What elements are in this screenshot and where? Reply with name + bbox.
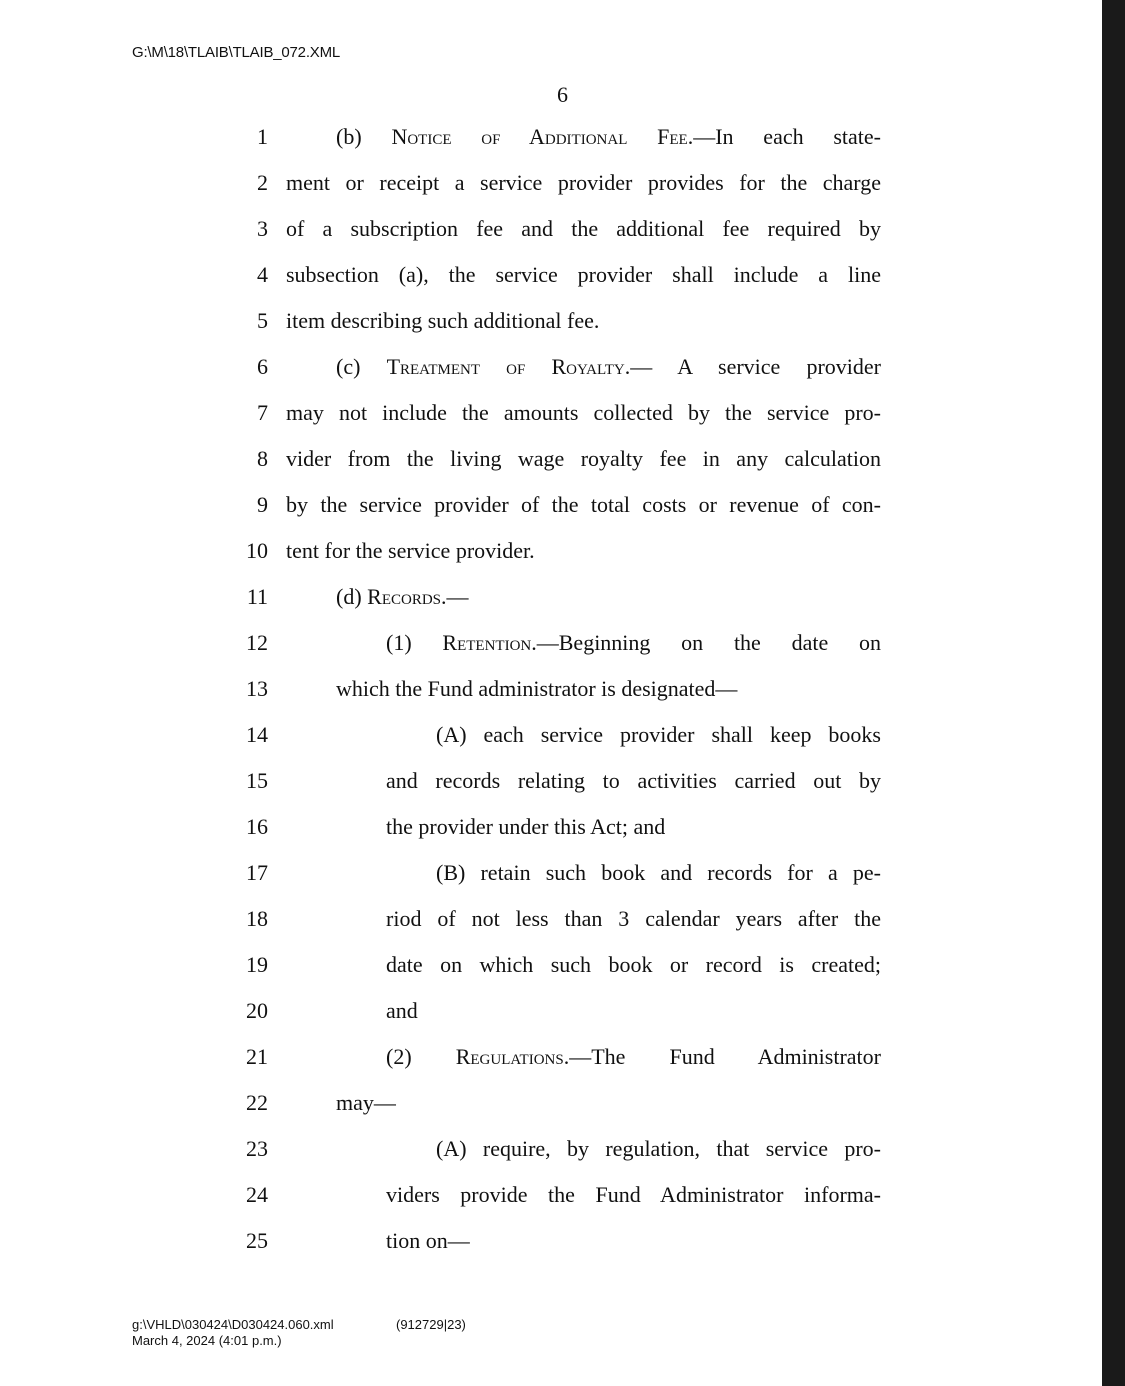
line-text bbox=[386, 906, 881, 932]
text-run: (c) bbox=[336, 354, 387, 379]
text-run: (A) each service provider shall keep books bbox=[436, 722, 881, 747]
line-number: 25 bbox=[246, 1228, 268, 1253]
document-line bbox=[0, 630, 1102, 662]
text-run: tent for the service provider. bbox=[286, 538, 535, 563]
text-run: date on which such book or record is created; bbox=[386, 952, 881, 977]
line-number: 18 bbox=[246, 906, 268, 931]
line-number: 23 bbox=[246, 1136, 268, 1161]
line-text bbox=[436, 1136, 881, 1162]
line-number: 6 bbox=[257, 354, 268, 379]
text-run: viders provide the Fund Administrator informa- bbox=[386, 1182, 881, 1207]
text-run: .— bbox=[441, 584, 469, 609]
document-line bbox=[0, 446, 1102, 478]
line-text bbox=[286, 538, 535, 564]
line-text bbox=[286, 492, 881, 518]
line-text bbox=[336, 124, 881, 150]
line-number: 2 bbox=[257, 170, 268, 195]
line-text bbox=[286, 216, 881, 242]
section-heading: Records bbox=[367, 584, 442, 609]
footer-info bbox=[132, 1317, 334, 1349]
text-run: (A) require, by regulation, that service pro- bbox=[436, 1136, 881, 1161]
line-text bbox=[386, 998, 418, 1024]
document-line bbox=[0, 722, 1102, 754]
line-number: 10 bbox=[246, 538, 268, 563]
text-run: .—The Fund Administrator bbox=[563, 1044, 881, 1069]
document-line bbox=[0, 492, 1102, 524]
text-run: of a subscription fee and the additional fee required by bbox=[286, 216, 881, 241]
viewer-edge bbox=[1102, 0, 1125, 1386]
text-run: by the service provider of the total costs or revenue of con- bbox=[286, 492, 881, 517]
text-run: (d) bbox=[336, 584, 368, 609]
line-text bbox=[336, 354, 881, 380]
line-text bbox=[386, 952, 881, 978]
line-number: 20 bbox=[246, 998, 268, 1023]
line-text bbox=[336, 1090, 396, 1116]
page-number: 6 bbox=[557, 82, 568, 107]
line-number: 19 bbox=[246, 952, 268, 977]
text-run: subsection (a), the service provider shall include a line bbox=[286, 262, 881, 287]
line-number: 22 bbox=[246, 1090, 268, 1115]
document-line bbox=[0, 216, 1102, 248]
section-heading: Retention bbox=[442, 630, 532, 655]
line-text bbox=[436, 860, 881, 886]
footer-code: (912729|23) bbox=[396, 1317, 466, 1332]
text-run: (B) retain such book and records for a pe- bbox=[436, 860, 881, 885]
document-line bbox=[0, 400, 1102, 432]
text-run: .—In each state- bbox=[687, 124, 882, 149]
document-line bbox=[0, 262, 1102, 294]
text-run: may not include the amounts collected by the service pro- bbox=[286, 400, 881, 425]
document-line bbox=[0, 1044, 1102, 1076]
document-line bbox=[0, 1090, 1102, 1122]
document-line bbox=[0, 170, 1102, 202]
section-heading: Notice of Additional Fee bbox=[391, 124, 688, 149]
text-run: (1) bbox=[386, 630, 443, 655]
line-text bbox=[386, 768, 881, 794]
line-text bbox=[436, 722, 881, 748]
document-line bbox=[0, 814, 1102, 846]
document-line bbox=[0, 768, 1102, 800]
document-line bbox=[0, 584, 1102, 616]
document-line bbox=[0, 952, 1102, 984]
line-number: 9 bbox=[257, 492, 268, 517]
document-line bbox=[0, 1228, 1102, 1260]
document-line bbox=[0, 1182, 1102, 1214]
line-text bbox=[386, 1044, 881, 1070]
text-run: vider from the living wage royalty fee in any calculation bbox=[286, 446, 881, 471]
text-run: may— bbox=[336, 1090, 396, 1115]
document-line bbox=[0, 1136, 1102, 1168]
section-heading: Treatment of Royalty bbox=[386, 354, 625, 379]
line-number: 11 bbox=[246, 584, 268, 609]
line-number: 15 bbox=[246, 768, 268, 793]
document-line bbox=[0, 354, 1102, 386]
text-run: and bbox=[386, 998, 418, 1023]
line-text bbox=[386, 814, 665, 840]
section-heading: Regulations bbox=[455, 1044, 564, 1069]
line-number: 21 bbox=[246, 1044, 268, 1069]
text-run: the provider under this Act; and bbox=[386, 814, 666, 839]
line-number: 7 bbox=[257, 400, 268, 425]
line-text bbox=[286, 308, 599, 334]
text-run: .— A service provider bbox=[624, 354, 882, 379]
line-text bbox=[286, 262, 881, 288]
line-number: 8 bbox=[257, 446, 268, 471]
line-number: 4 bbox=[257, 262, 268, 287]
line-number: 1 bbox=[257, 124, 268, 149]
text-run: item describing such additional fee. bbox=[286, 308, 600, 333]
text-run: riod of not less than 3 calendar years after the bbox=[386, 906, 881, 931]
text-run: and records relating to activities carried out by bbox=[386, 768, 881, 793]
line-number: 14 bbox=[246, 722, 268, 747]
text-run: (2) bbox=[386, 1044, 456, 1069]
document-line bbox=[0, 538, 1102, 570]
line-number: 17 bbox=[246, 860, 268, 885]
text-run: which the Fund administrator is designated— bbox=[336, 676, 738, 701]
line-number: 13 bbox=[246, 676, 268, 701]
line-text bbox=[336, 676, 737, 702]
line-text bbox=[286, 170, 881, 196]
line-text bbox=[336, 584, 469, 610]
footer-date: March 4, 2024 (4:01 p.m.) bbox=[132, 1333, 282, 1348]
footer-file-path: g:\VHLD\030424\D030424.060.xml bbox=[132, 1317, 334, 1332]
document-line bbox=[0, 676, 1102, 708]
line-number: 16 bbox=[246, 814, 268, 839]
text-run: .—Beginning on the date on bbox=[531, 630, 881, 655]
line-text bbox=[286, 446, 881, 472]
text-run: (b) bbox=[336, 124, 392, 149]
line-text bbox=[386, 1228, 470, 1254]
document-line bbox=[0, 860, 1102, 892]
line-text bbox=[386, 1182, 881, 1208]
line-text bbox=[386, 630, 881, 656]
line-number: 3 bbox=[257, 216, 268, 241]
text-run: tion on— bbox=[386, 1228, 470, 1253]
line-number: 12 bbox=[246, 630, 268, 655]
document-line bbox=[0, 124, 1102, 156]
document-line bbox=[0, 906, 1102, 938]
header-file-path: G:\M\18\TLAIB\TLAIB_072.XML bbox=[132, 44, 341, 61]
text-run: ment or receipt a service provider provides for the charge bbox=[286, 170, 881, 195]
line-text bbox=[286, 400, 881, 426]
document-line bbox=[0, 308, 1102, 340]
line-number: 24 bbox=[246, 1182, 268, 1207]
line-number: 5 bbox=[257, 308, 268, 333]
document-line bbox=[0, 998, 1102, 1030]
